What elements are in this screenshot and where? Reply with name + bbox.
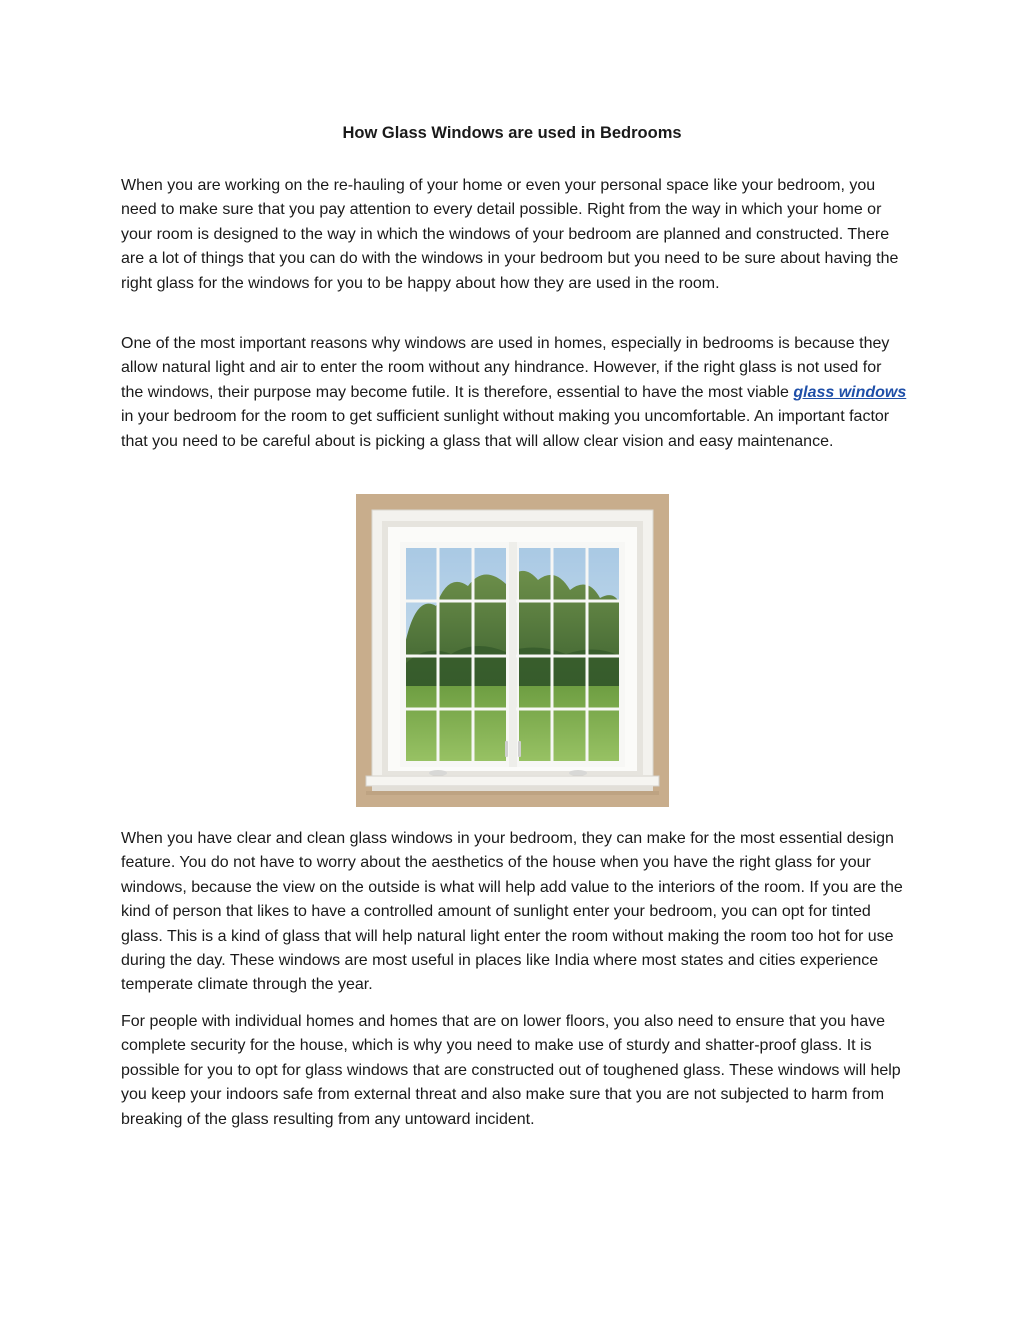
paragraph-3: When you have clear and clean glass windows in your bedroom, they can make for the most essential design feature. You do not have to worry about the aesthetics of the house when you have the right glass for your windows, because the view on the outside is what will help add value to the interiors of the room. If you are the kind of person that likes to have a controlled amount of sunlight enter your bedroom, you can opt for tinted glass. This is a kind of glass that will help natural light enter the room without making the room too hot for use during the day. These windows are most useful in places like India where most states and cities experience temperate climate through the year. xyxy=(121,830,903,994)
paragraph-1: When you are working on the re-hauling of your home or even your personal space like your bedroom, you need to make sure that you pay attention to every detail possible. Right from the way in which your home or your room is designed to the way in which the windows of your bedroom are planned and constructed. There are a lot of things that you can do with the windows in your bedroom but you need to be sure about having the right glass for the windows for you to be happy about how they are used in the room. xyxy=(121,177,899,292)
paragraph-2-text-after: in your bedroom for the room to get sufficient sunlight without making you uncomfortable. An important factor that you need to be careful about is picking a glass that will allow clear vision and easy maintenance. xyxy=(121,408,890,450)
paragraph-4: For people with individual homes and homes that are on lower floors, you also need to ensure that you have complete security for the house, which is why you need to make use of sturdy and shatter-proof glass. It is possible for you to opt for glass windows that are constructed out of toughened glass. These windows will help you keep your indoors safe from external threat and also make sure that you are not subjected to harm from breaking of the glass resulting from any untoward incident. xyxy=(121,1013,901,1128)
glass-windows-link[interactable]: glass windows xyxy=(793,383,907,401)
window-photo xyxy=(356,494,669,807)
paragraph-2-text-before: One of the most important reasons why windows are used in homes, especially in bedrooms is because they allow natural light and air to enter the room without any hindrance. However, if the right glass is not used for the windows, their purpose may become futile. It is therefore, essential to have the most viable xyxy=(121,335,890,401)
paragraph-2 xyxy=(121,332,907,454)
document-title: How Glass Windows are used in Bedrooms xyxy=(342,124,682,142)
